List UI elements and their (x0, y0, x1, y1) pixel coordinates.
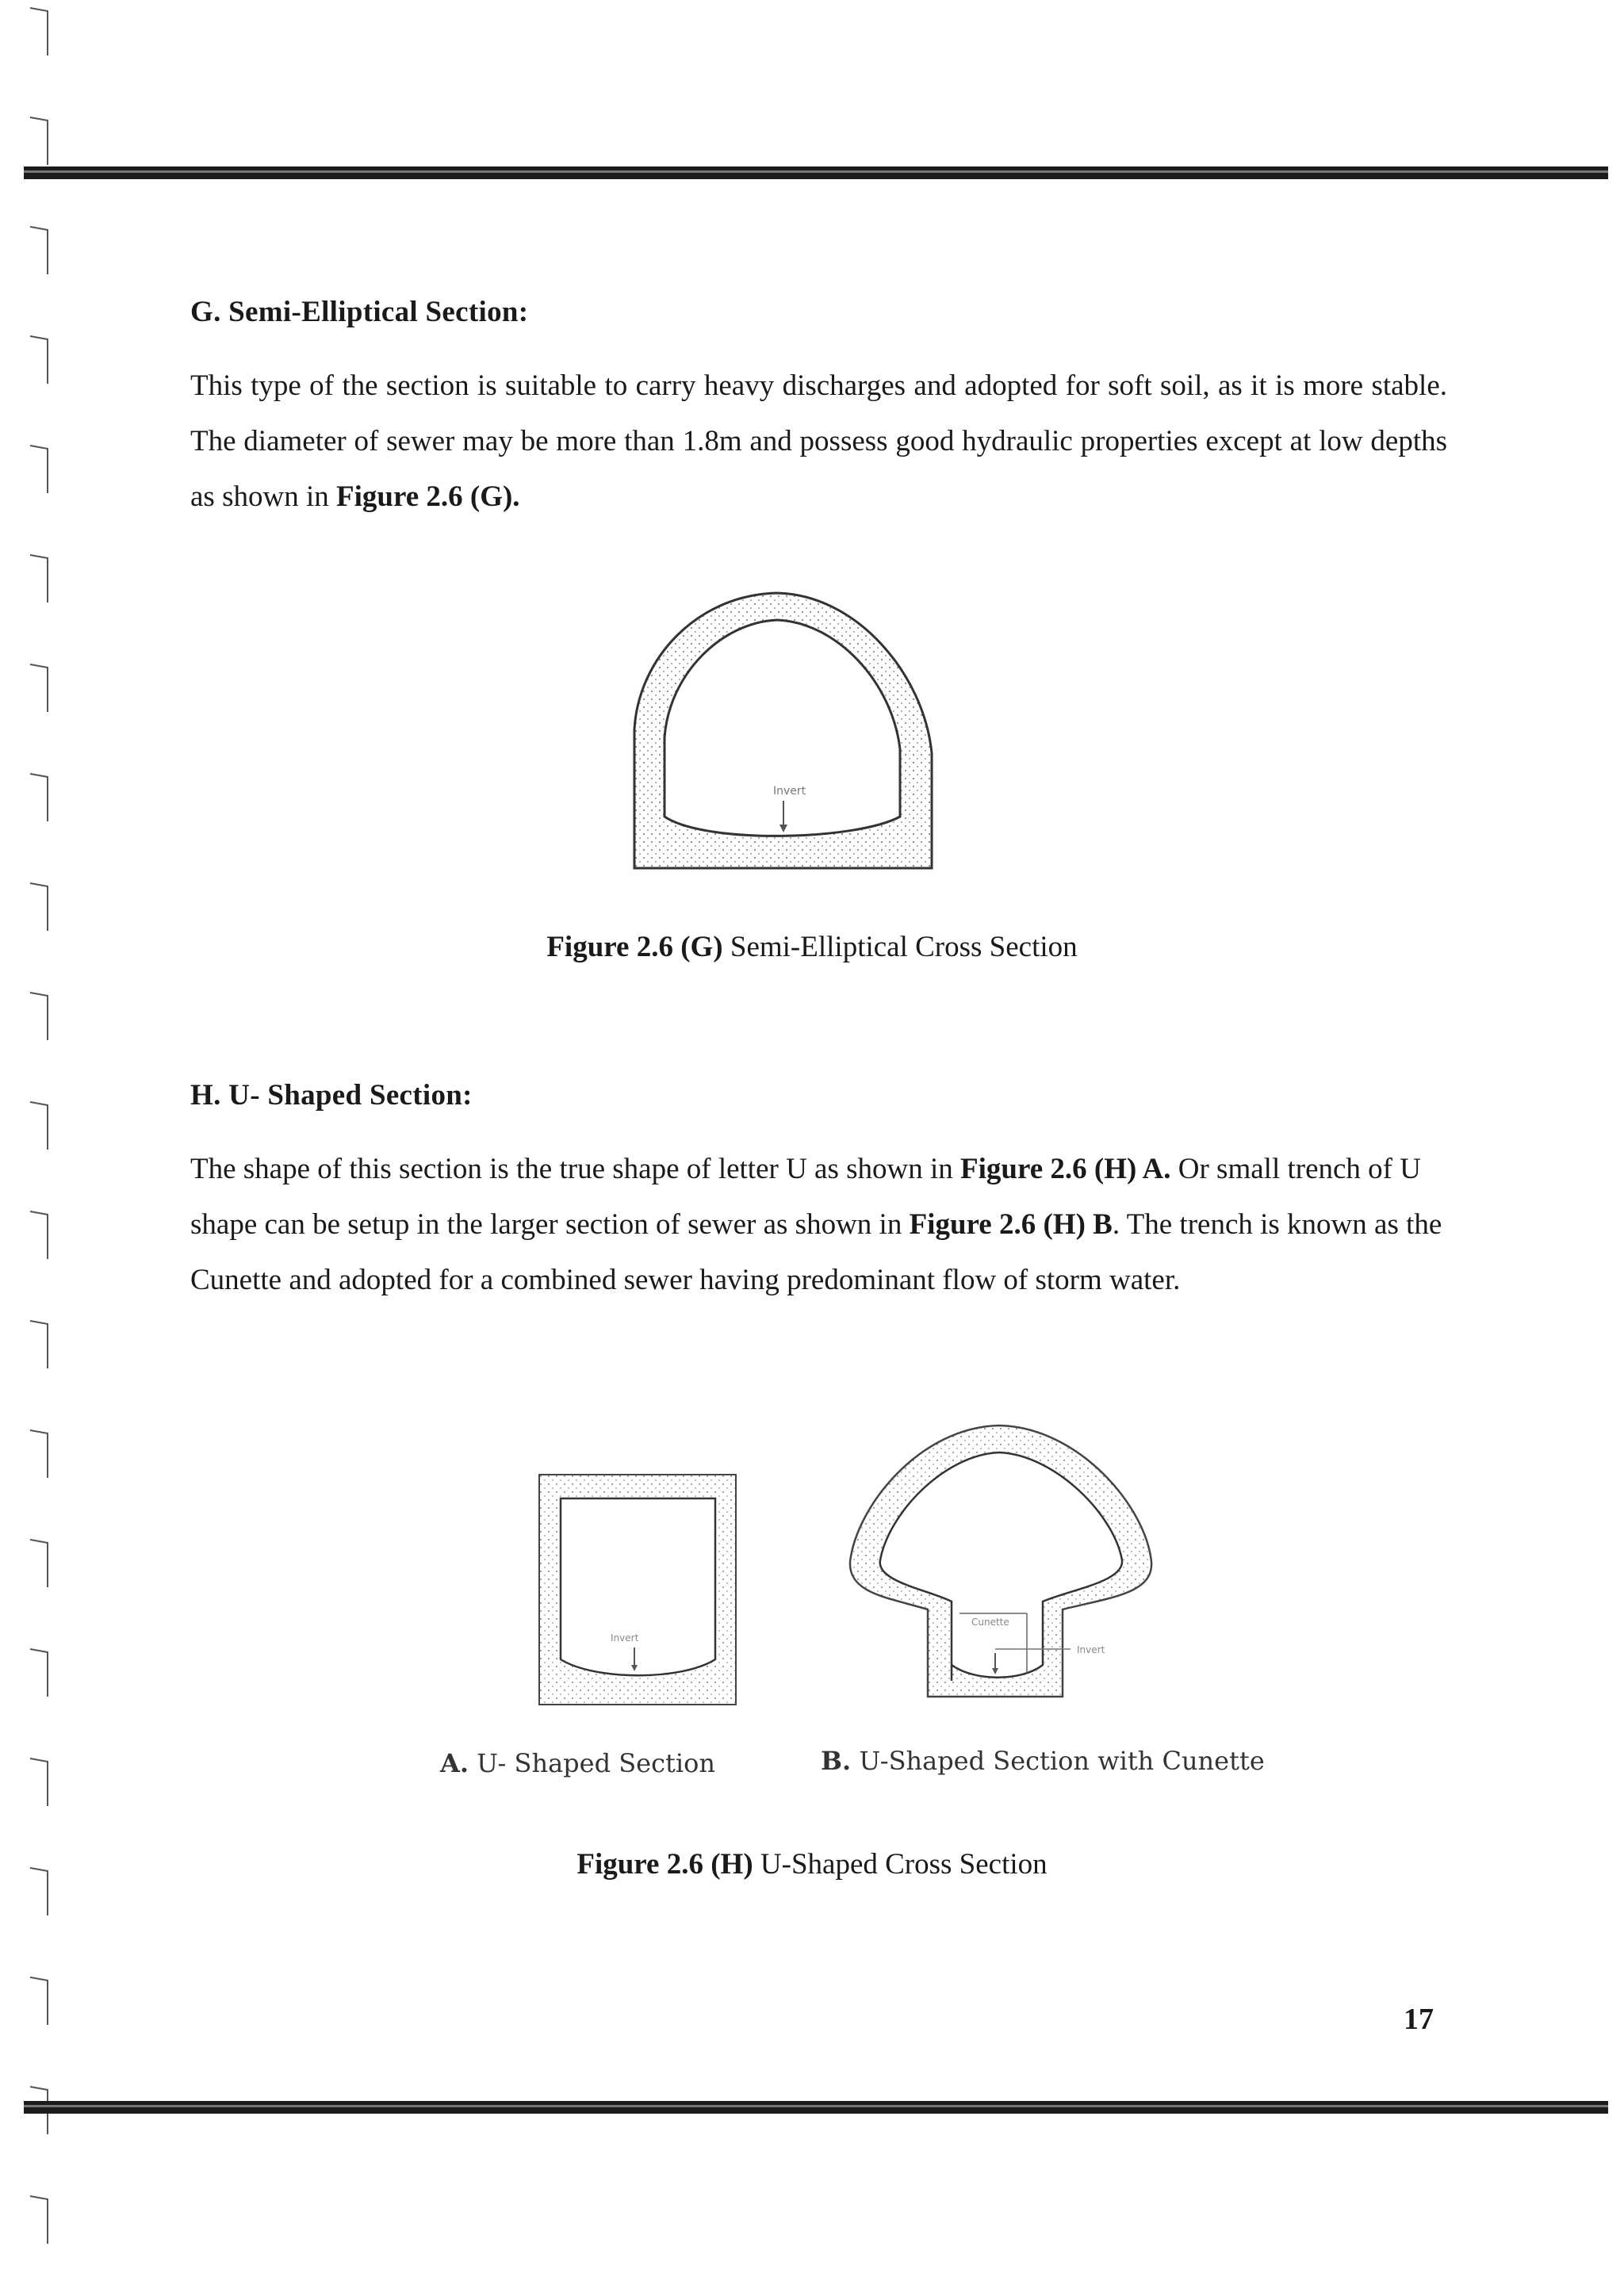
section-h-text-3: . The trench is known as the Cunette and adopted for a combined sewer having predominant flow of storm water. (190, 1208, 1442, 1296)
section-h-text-1: The shape of this section is the true shape of letter U as shown in (190, 1153, 961, 1185)
figure-h-caption-number: Figure 2.6 (H) (576, 1848, 753, 1881)
figure-h-b-title: U-Shaped Section with Cunette (851, 1746, 1265, 1776)
figure-h-a-letter: A. (440, 1748, 469, 1778)
u-section-inner-bore (561, 1498, 715, 1675)
figure-g-caption-title: Semi-Elliptical Cross Section (722, 931, 1078, 963)
header-rule (24, 166, 1608, 179)
figure-h-b-letter: B. (821, 1746, 852, 1776)
section-h-figure-ref-b: Figure 2.6 (H) B (909, 1208, 1113, 1241)
section-h-figure-ref-a: Figure 2.6 (H) A. (960, 1153, 1171, 1185)
invert-label-g: Invert (773, 785, 806, 798)
binding-mark (30, 664, 48, 712)
figure-g-caption-number: Figure 2.6 (G) (546, 931, 723, 963)
section-h-paragraph (190, 1142, 1447, 1308)
binding-mark (30, 227, 48, 274)
figure-h-caption (0, 1847, 1624, 1881)
figure-h-caption-title: U-Shaped Cross Section (753, 1848, 1048, 1881)
binding-mark (30, 1102, 48, 1150)
binding-marks (24, 0, 71, 2296)
binding-mark (30, 1758, 48, 1806)
page-number: 17 (1404, 2003, 1434, 2036)
binding-mark (30, 117, 48, 165)
section-g-heading: G. Semi-Elliptical Section: (190, 296, 529, 328)
binding-mark (30, 993, 48, 1040)
section-g-paragraph (190, 358, 1447, 525)
binding-mark (30, 2196, 48, 2244)
binding-mark (30, 883, 48, 931)
footer-rule (24, 2101, 1608, 2114)
binding-mark (30, 8, 48, 55)
binding-mark (30, 1211, 48, 1259)
figure-h-a-label (440, 1748, 715, 1778)
binding-mark (30, 1649, 48, 1697)
binding-mark (30, 1977, 48, 2025)
section-g-text-1: This type of the section is suitable to carry heavy discharges and adopted for soft soil, as it is more stable. The diameter of sewer may be more than 1.8m and possess good hydraulic properties except at low depths as shown in (190, 369, 1447, 513)
section-h-heading: H. U- Shaped Section: (190, 1079, 473, 1112)
binding-mark (30, 1321, 48, 1368)
semi-elliptical-section-diagram (619, 579, 952, 880)
cunette-label: Cunette (971, 1617, 1009, 1628)
section-h-text-2: Or small trench of U shape can be setup in the larger section of sewer as shown in (190, 1153, 1421, 1241)
binding-mark (30, 774, 48, 821)
invert-label-b: Invert (1077, 1644, 1105, 1655)
binding-mark (30, 446, 48, 493)
binding-mark (30, 1540, 48, 1587)
figure-h-b-label (821, 1746, 1265, 1776)
binding-mark (30, 1430, 48, 1478)
section-g-figure-ref: Figure 2.6 (G). (335, 480, 520, 513)
binding-mark (30, 336, 48, 384)
u-shaped-section-diagram (531, 1467, 745, 1712)
binding-mark (30, 555, 48, 603)
figure-g-caption (0, 930, 1624, 964)
u-shaped-cunette-section-diagram (841, 1411, 1158, 1712)
invert-label-a: Invert (611, 1632, 639, 1644)
figure-h-a-title: U- Shaped Section (468, 1748, 715, 1778)
